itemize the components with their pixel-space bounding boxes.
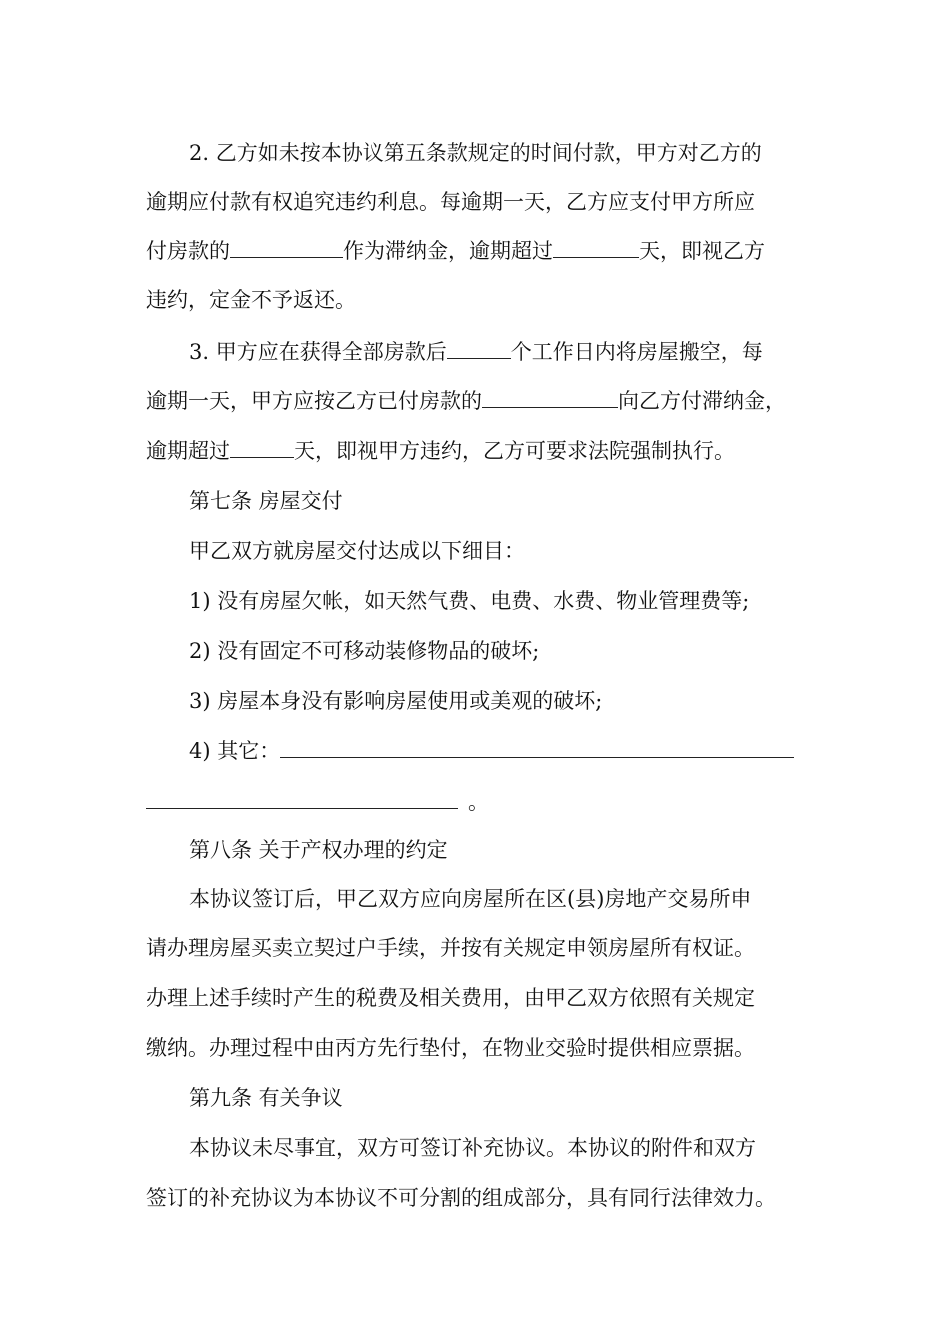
- clause-3-text: 天，即视甲方违约，乙方可要求法院强制执行。: [294, 439, 735, 463]
- article-7-intro: 甲乙双方就房屋交付达成以下细目：: [189, 539, 525, 563]
- clause-3-line-3: [146, 437, 826, 465]
- article-9-line-1: 本协议未尽事宜，双方可签订补充协议。本协议的附件和双方: [189, 1136, 756, 1160]
- article-7-item-1: 1) 没有房屋欠帐，如天然气费、电费、水费、物业管理费等;: [189, 589, 750, 613]
- blank-working-days: [447, 338, 511, 359]
- article-7-item-4: [189, 737, 829, 765]
- clause-2-text: 天，即视乙方: [639, 239, 765, 263]
- item-4-label: 4) 其它：: [189, 739, 281, 763]
- article-7-item-4-continued: [146, 788, 826, 816]
- clause-3-text: 向乙方付滞纳金，: [618, 389, 786, 413]
- article-7-item-2: 2) 没有固定不可移动装修物品的破坏;: [189, 639, 540, 663]
- blank-other-terms-continued: [146, 788, 458, 809]
- article-9-heading: 第九条 有关争议: [189, 1086, 343, 1110]
- clause-2-line-1: 2. 乙方如未按本协议第五条款规定的时间付款，甲方对乙方的: [189, 141, 762, 165]
- clause-2-text: 作为滞纳金，逾期超过: [343, 239, 553, 263]
- blank-late-fee-rate-2: [482, 387, 618, 408]
- blank-late-fee-rate: [230, 237, 343, 258]
- clause-3-line-2: [146, 387, 826, 415]
- blank-other-terms: [280, 737, 794, 758]
- clause-3-line-1: [189, 338, 829, 366]
- clause-3-text: 逾期超过: [146, 439, 230, 463]
- blank-overdue-days: [553, 237, 639, 258]
- article-7-item-3: 3) 房屋本身没有影响房屋使用或美观的破坏;: [189, 689, 603, 713]
- clause-2-line-3: [146, 237, 826, 265]
- article-8-heading: 第八条 关于产权办理的约定: [189, 838, 448, 862]
- blank-overdue-days-2: [230, 437, 294, 458]
- article-9-line-2: 签订的补充协议为本协议不可分割的组成部分，具有同行法律效力。: [146, 1186, 776, 1210]
- clause-2-line-2: 逾期应付款有权追究违约利息。每逾期一天，乙方应支付甲方所应: [146, 190, 755, 214]
- clause-3-text: 逾期一天，甲方应按乙方已付房款的: [146, 389, 482, 413]
- clause-3-text: 3. 甲方应在获得全部房款后: [189, 340, 447, 364]
- clause-2-text: 付房款的: [146, 239, 230, 263]
- clause-2-line-4: 违约，定金不予返还。: [146, 288, 356, 312]
- article-8-line-2: 请办理房屋买卖立契过户手续，并按有关规定申领房屋所有权证。: [146, 936, 755, 960]
- article-8-line-3: 办理上述手续时产生的税费及相关费用，由甲乙双方依照有关规定: [146, 986, 755, 1010]
- article-7-heading: 第七条 房屋交付: [189, 489, 343, 513]
- article-8-line-4: 缴纳。办理过程中由丙方先行垫付，在物业交验时提供相应票据。: [146, 1036, 755, 1060]
- clause-3-text: 个工作日内将房屋搬空，每: [510, 340, 763, 364]
- article-8-line-1: 本协议签订后，甲乙双方应向房屋所在区(县)房地产交易所申: [189, 887, 752, 911]
- item-4-end-mark: 。: [468, 790, 489, 814]
